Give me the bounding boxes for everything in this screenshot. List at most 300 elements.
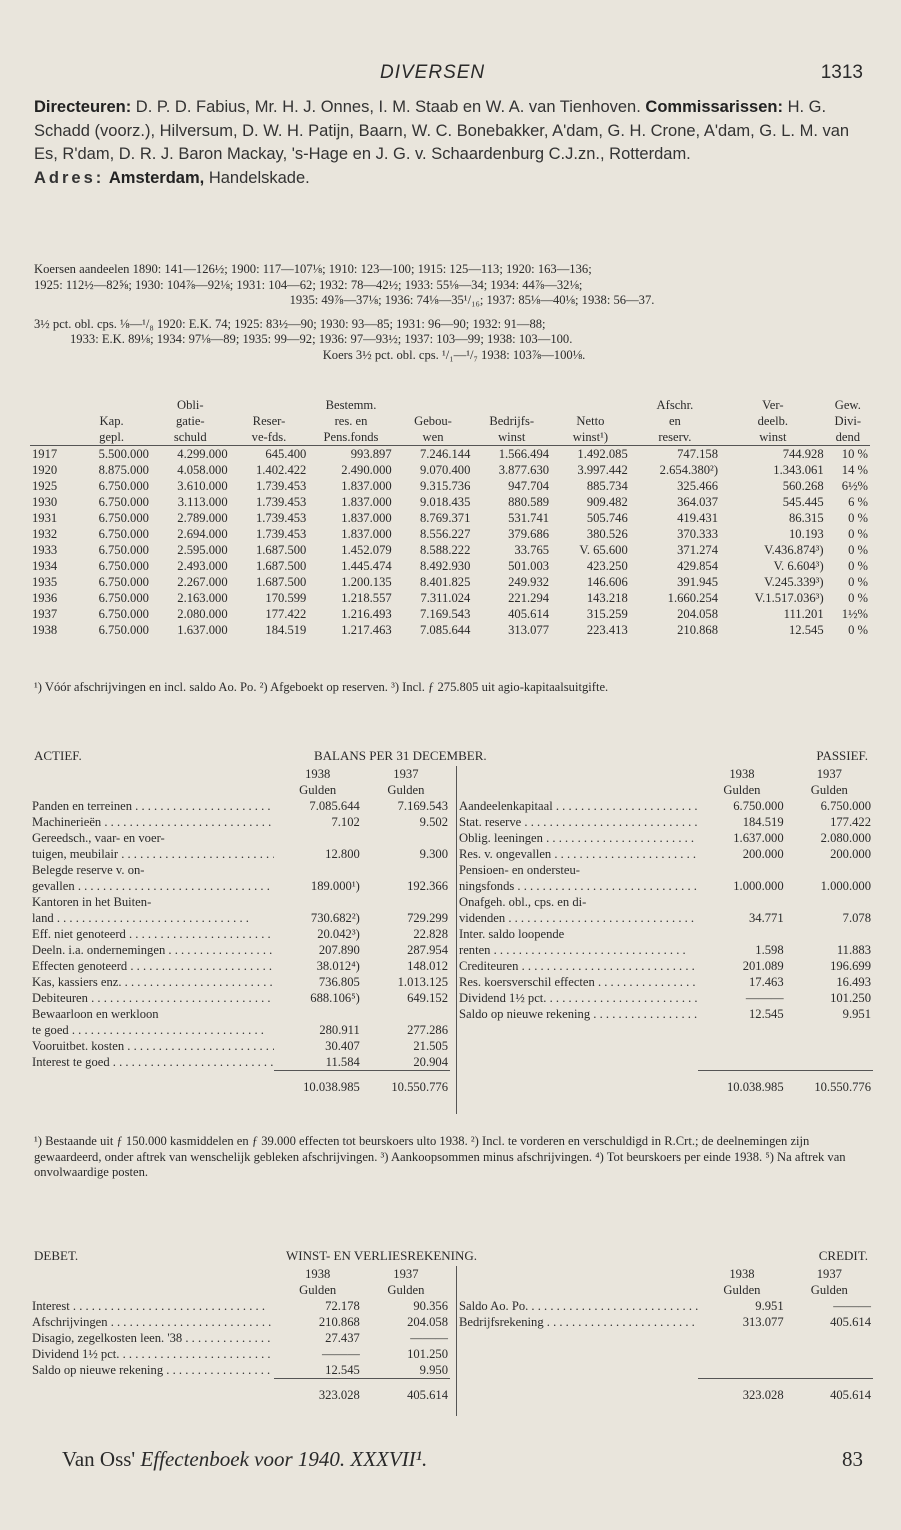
ledger-label: Deeln. i.a. ondernemingen . . . — [30, 942, 274, 958]
year-header: 1938 — [305, 1267, 331, 1281]
total-row — [457, 1378, 873, 1403]
total-1937: 10.550.776 — [786, 1070, 873, 1095]
value-1938: 736.805 — [318, 975, 360, 989]
dividend-table-grid — [30, 397, 870, 638]
table-cell: 1.837.000 — [341, 479, 392, 493]
column-header: Reser- — [252, 414, 286, 428]
value-1938: ——— — [322, 1347, 360, 1361]
column-header: Gew. — [834, 398, 861, 412]
table-cell: 429.854 — [677, 559, 719, 573]
value-1937: 729.299 — [407, 911, 448, 925]
ledger-row — [30, 1314, 450, 1330]
value-1937: 9.950 — [419, 1363, 448, 1377]
table-cell: 993.897 — [350, 447, 392, 461]
table-row — [30, 542, 870, 558]
row-year: 1934 — [32, 559, 58, 573]
bond-line: 1933: E.K. 89⅛; 1934: 97⅛—89; 1935: 99—92; 1936: 97—93½; 1937: 103—99; 1938: 103—100. — [70, 332, 573, 346]
year-header-row — [30, 1266, 450, 1282]
year-header-row — [30, 782, 450, 798]
table-cell: 325.466 — [677, 479, 719, 493]
spacer-cell — [457, 1054, 698, 1070]
table-cell: 645.400 — [265, 447, 307, 461]
total-1937: 405.614 — [786, 1378, 873, 1403]
assets-column — [30, 766, 450, 1095]
ledger-label: Bewaarloon en werkloon — [32, 1007, 159, 1021]
table-cell: 8.556.227 — [419, 527, 471, 541]
table-cell: 143.218 — [586, 591, 628, 605]
year-header-row — [457, 782, 873, 798]
table-cell: 6 % — [848, 495, 868, 509]
spacer-cell — [457, 1038, 698, 1054]
ledger-label: Crediteuren . . . — [457, 958, 698, 974]
ledger-label: Stat. reserve . . . — [457, 814, 698, 830]
table-cell: 1.739.453 — [255, 495, 307, 509]
value-1938: 12.800 — [325, 847, 360, 861]
column-header — [230, 397, 309, 413]
value-1937 — [786, 894, 873, 910]
table-cell: 6.750.000 — [98, 591, 149, 605]
table-cell: 3.877.630 — [498, 463, 550, 477]
value-1937: 405.614 — [830, 1315, 871, 1329]
value-1938 — [274, 830, 362, 846]
ledger-row — [457, 878, 873, 894]
ledger-row — [457, 846, 873, 862]
value-1938: 200.000 — [742, 847, 784, 861]
ledger-row — [30, 958, 450, 974]
year-header-row — [457, 766, 873, 782]
credit-column — [456, 1266, 873, 1416]
column-header: Gebou- — [414, 414, 452, 428]
value-1937 — [362, 1006, 450, 1022]
total-1938: 10.038.985 — [274, 1071, 362, 1096]
ledger-label: Res. koersverschil effecten . . . — [457, 974, 698, 990]
table-cell: 545.445 — [782, 495, 824, 509]
table-row — [30, 526, 870, 542]
year-header: 1937 — [393, 1267, 419, 1281]
ledger-label: Disagio, zegelkosten leen. '38 . . . — [30, 1330, 274, 1346]
value-1938: 34.771 — [748, 911, 784, 925]
table-cell: 880.589 — [508, 495, 550, 509]
year-header-row — [457, 1282, 873, 1298]
column-header: gepl. — [99, 430, 124, 444]
liabilities-title: PASSIEF. — [816, 748, 868, 763]
ledger-row — [30, 926, 450, 942]
table-cell: 7.246.144 — [419, 447, 471, 461]
table-row — [30, 446, 870, 463]
table-cell: 111.201 — [783, 607, 824, 621]
ledger-row — [457, 830, 873, 846]
value-1937: 6.750.000 — [820, 799, 871, 813]
value-1938: 72.178 — [325, 1299, 360, 1313]
ledger-label: Bedrijfsrekening . . . — [457, 1314, 698, 1330]
value-1937 — [786, 926, 873, 942]
koersen-line: Koersen aandeelen 1890: 141—126½; 1900: 117—107⅛; 1910: 123—100; 1915: 125—113; 1920: 163—136; — [34, 262, 592, 276]
value-1937: 192.366 — [407, 879, 448, 893]
table-cell: 0 % — [848, 559, 868, 573]
table-cell: 744.928 — [782, 447, 824, 461]
spacer-cell — [457, 1282, 698, 1298]
column-header: Bedrijfs- — [489, 414, 535, 428]
ledger-label: Pensioen- en ondersteu- — [459, 863, 581, 877]
value-1937: 204.058 — [407, 1315, 448, 1329]
column-header: Bestemm. — [325, 398, 377, 412]
table-cell: 146.606 — [586, 575, 628, 589]
value-1938 — [274, 862, 362, 878]
ledger-label: Vooruitbet. kosten . . . — [30, 1038, 274, 1054]
table-cell: 210.868 — [677, 623, 719, 637]
table-cell: V.245.339³) — [764, 575, 824, 589]
table-cell: 6.750.000 — [98, 623, 149, 637]
table-cell: 1.687.500 — [255, 559, 307, 573]
spacer-cell — [457, 1266, 698, 1282]
table-row — [30, 558, 870, 574]
table-cell: 1.687.500 — [255, 543, 307, 557]
table-cell: 2.694.000 — [177, 527, 228, 541]
ledger-row — [457, 974, 873, 990]
ledger-label: videnden . . . — [457, 910, 698, 926]
value-1938: 11.584 — [325, 1055, 360, 1069]
table-cell: 909.482 — [586, 495, 628, 509]
value-1937: 9.951 — [842, 1007, 871, 1021]
table-cell: 86.315 — [789, 511, 824, 525]
pl-columns — [30, 1266, 872, 1436]
value-1938 — [698, 926, 785, 942]
header-row — [30, 429, 870, 446]
table-cell: 501.003 — [508, 559, 550, 573]
column-header — [551, 397, 630, 413]
value-1938: 1.000.000 — [733, 879, 784, 893]
table-cell: 405.614 — [508, 607, 550, 621]
column-header: schuld — [173, 430, 207, 444]
table-cell: 1.217.463 — [341, 623, 392, 637]
ledger-label: Afschrijvingen . . . — [30, 1314, 274, 1330]
profit-loss-account — [30, 1248, 872, 1436]
ledger-label: Dividend 1½ pct. . . . — [457, 990, 698, 1006]
spacer-cell — [457, 1362, 698, 1378]
ledger-label: Dividend 1½ pct. . . . — [30, 1346, 274, 1362]
table-cell: V. 65.600 — [579, 543, 628, 557]
value-1938 — [274, 894, 362, 910]
value-1938: 30.407 — [325, 1039, 360, 1053]
column-header: reserv. — [658, 430, 692, 444]
table-cell: 1.837.000 — [341, 495, 392, 509]
table-cell: 9.315.736 — [419, 479, 471, 493]
spacer-cell — [457, 1022, 698, 1038]
year-header: Gulden — [387, 1283, 425, 1297]
year-header: 1938 — [729, 1267, 755, 1281]
table-cell: 1.739.453 — [255, 527, 307, 541]
table-cell: 6.750.000 — [98, 479, 149, 493]
table-cell: 747.158 — [677, 447, 719, 461]
ledger-row — [30, 814, 450, 830]
table-cell: 364.037 — [677, 495, 719, 509]
value-1938: 688.106⁵) — [310, 991, 360, 1005]
ledger-label: ningsfonds . . . — [457, 878, 698, 894]
ledger-label: renten . . . — [457, 942, 698, 958]
table-cell: 7.169.543 — [419, 607, 471, 621]
year-header-row — [30, 766, 450, 782]
column-header — [472, 397, 551, 413]
value-1938: 27.437 — [325, 1331, 360, 1345]
ledger-row — [457, 990, 873, 1006]
ledger-row — [30, 1298, 450, 1314]
table-cell: 8.769.371 — [419, 511, 471, 525]
ledger-row — [30, 1038, 450, 1054]
footer-book: Van Oss' — [62, 1447, 136, 1471]
ledger-row — [30, 798, 450, 814]
table-cell: 2.789.000 — [177, 511, 228, 525]
table-cell: 2.490.000 — [341, 463, 392, 477]
table-cell: 6.750.000 — [98, 543, 149, 557]
spacer-cell — [30, 1282, 274, 1298]
value-1937 — [362, 894, 450, 910]
column-header: Ver- — [762, 398, 784, 412]
ledger-label: Machinerieën . . . — [30, 814, 274, 830]
table-row — [30, 622, 870, 638]
running-header — [0, 62, 901, 88]
value-1937: 7.078 — [842, 911, 871, 925]
column-header: Obli- — [176, 398, 204, 412]
share-prices — [34, 262, 874, 363]
ledger-label: Kantoren in het Buiten- — [32, 895, 152, 909]
total-1938: 323.028 — [274, 1379, 362, 1404]
ledger-row — [30, 1022, 450, 1038]
table-row — [30, 510, 870, 526]
table-cell: 1.837.000 — [341, 527, 392, 541]
table-cell: 2.080.000 — [177, 607, 228, 621]
value-1938: 210.868 — [318, 1315, 360, 1329]
spacer-cell — [30, 1379, 274, 1404]
table-cell: 1.566.494 — [498, 447, 550, 461]
value-1937: 7.169.543 — [397, 799, 448, 813]
ledger-label: Oblig. leeningen . . . — [457, 830, 698, 846]
table-cell: 6.750.000 — [98, 495, 149, 509]
value-1937: 90.356 — [413, 1299, 448, 1313]
year-header-row — [30, 1282, 450, 1298]
year-header: Gulden — [387, 783, 425, 797]
table-cell: 184.519 — [265, 623, 307, 637]
header-row — [30, 397, 870, 413]
ledger-row — [30, 862, 450, 878]
table-cell: 531.741 — [508, 511, 550, 525]
value-1938 — [698, 862, 785, 878]
row-year: 1925 — [32, 479, 58, 493]
bond-line: 3½ pct. obl. cps. ⅛—¹/₈ 1920: E.K. 74; 1925: 83½—90; 1930: 93—85; 1931: 96—90; 1932: 91—88; — [34, 316, 546, 331]
table-cell: 249.932 — [508, 575, 550, 589]
value-1938: ——— — [745, 991, 784, 1005]
row-year: 1936 — [32, 591, 58, 605]
total-row — [457, 1070, 873, 1095]
ledger-label: Res. v. ongevallen . . . — [457, 846, 698, 862]
value-1937: 16.493 — [836, 975, 871, 989]
ledger-row — [457, 910, 873, 926]
assets-title: ACTIEF. — [34, 748, 82, 763]
table-cell: V.436.874³) — [764, 543, 824, 557]
table-cell: 9.018.435 — [419, 495, 471, 509]
ledger-label: Belegde reserve v. on- — [32, 863, 145, 877]
table-cell: 6.750.000 — [98, 575, 149, 589]
ledger-label: Interest . . . — [30, 1298, 274, 1314]
ledger-row — [457, 862, 873, 878]
pl-title: WINST- EN VERLIESREKENING. — [286, 1248, 478, 1263]
table-cell: 7.311.024 — [420, 591, 471, 605]
table-cell: 391.945 — [677, 575, 719, 589]
row-year: 1932 — [32, 527, 58, 541]
table-cell: 1.452.079 — [341, 543, 392, 557]
ledger-row — [30, 878, 450, 894]
liabilities-column — [456, 766, 873, 1114]
value-1937 — [362, 862, 450, 878]
debit-title: DEBET. — [34, 1248, 79, 1263]
company-info — [34, 96, 864, 190]
value-1937: 277.286 — [407, 1023, 448, 1037]
year-header: 1937 — [816, 1267, 842, 1281]
value-1937: 200.000 — [830, 847, 871, 861]
table-cell: 1.218.557 — [341, 591, 392, 605]
value-1938: 1.637.000 — [733, 831, 784, 845]
ledger-label: Effecten genoteerd . . . — [30, 958, 274, 974]
value-1938 — [698, 894, 785, 910]
value-1937: 1.000.000 — [820, 879, 871, 893]
table-cell: 8.875.000 — [98, 463, 149, 477]
total-1937: 405.614 — [362, 1379, 450, 1404]
year-header: 1937 — [393, 767, 419, 781]
total-1938: 10.038.985 — [698, 1070, 785, 1095]
value-1937: 196.699 — [830, 959, 871, 973]
table-cell: 8.401.825 — [419, 575, 471, 589]
ledger-row — [457, 958, 873, 974]
ledger-label: Debiteuren . . . — [30, 990, 274, 1006]
ledger-row — [30, 1330, 450, 1346]
ledger-label: Panden en terreinen . . . — [30, 798, 274, 814]
table-cell: V. 6.604³) — [773, 559, 824, 573]
table-cell: 1.637.000 — [177, 623, 228, 637]
table-cell: 6.750.000 — [98, 511, 149, 525]
value-1937: 101.250 — [830, 991, 871, 1005]
row-year: 1917 — [32, 447, 58, 461]
value-1938: 9.951 — [755, 1299, 784, 1313]
ledger-row — [457, 798, 873, 814]
table-cell: 560.268 — [782, 479, 824, 493]
column-header: winst — [498, 430, 526, 444]
table-cell: 14 % — [841, 463, 868, 477]
table-cell: 1.445.474 — [341, 559, 392, 573]
commissioners-text: H. G. Schadd (voorz.), Hilversum, D. W. H. Patijn, Baarn, W. C. Bonebakker, A'dam, G. H. Crone, A'dam, G. L. M. van Es, R'dam, D. R. J. Baron Mackay, 's-Hage en J. G. v. Schaardenburg C.J.zn., Rotterdam. — [34, 98, 850, 163]
value-1938: 313.077 — [742, 1315, 784, 1329]
credit-title: CREDIT. — [818, 1248, 868, 1263]
value-1938: 17.463 — [748, 975, 784, 989]
value-1938: 280.911 — [319, 1023, 360, 1037]
dividend-table — [30, 397, 870, 638]
balance-title: BALANS PER 31 DECEMBER. — [314, 748, 487, 763]
value-1937: 9.300 — [419, 847, 448, 861]
table-row — [30, 494, 870, 510]
header-row — [30, 413, 870, 429]
ledger-label: Eff. niet genoteerd . . . — [30, 926, 274, 942]
value-1938 — [274, 1006, 362, 1022]
year-header: Gulden — [723, 1283, 761, 1297]
ledger-row — [457, 1298, 873, 1314]
total-1938: 323.028 — [698, 1378, 785, 1403]
year-header: 1938 — [729, 767, 755, 781]
ledger-row — [30, 942, 450, 958]
column-header: Netto — [576, 414, 605, 428]
column-header — [394, 397, 473, 413]
table-cell: 0 % — [848, 575, 868, 589]
row-year: 1935 — [32, 575, 58, 589]
table-row — [30, 574, 870, 590]
table-cell: 2.163.000 — [177, 591, 228, 605]
table-cell: 885.734 — [586, 479, 628, 493]
ledger-label: land . . . — [30, 910, 274, 926]
ledger-row — [30, 910, 450, 926]
pl-header — [30, 1248, 872, 1266]
value-1937: 2.080.000 — [820, 831, 871, 845]
column-header: deelb. — [757, 414, 789, 428]
ledger-row — [30, 1054, 450, 1071]
table-cell: 2.654.380²) — [659, 463, 719, 477]
table-cell: 1.200.135 — [341, 575, 392, 589]
table-cell: 6.750.000 — [98, 559, 149, 573]
column-header: gatie- — [175, 414, 205, 428]
table-cell: 0 % — [848, 591, 868, 605]
koersen-line: 1925: 112½—82⅝; 1930: 104⅞—92⅛; 1931: 104—62; 1932: 78—42½; 1933: 55⅛—34; 1934: 44⅞—32⅛; — [34, 277, 583, 292]
ledger-label: Aandeelenkapitaal . . . — [457, 798, 698, 814]
table-cell: 0 % — [848, 511, 868, 525]
value-1937: 11.883 — [836, 943, 871, 957]
row-year: 1930 — [32, 495, 58, 509]
table-cell: 5.500.000 — [98, 447, 149, 461]
ledger-label: tuigen, meubilair . . . — [30, 846, 274, 862]
column-header — [30, 397, 72, 413]
table-cell: 0 % — [848, 623, 868, 637]
table-cell: 0 % — [848, 527, 868, 541]
table-cell: 2.493.000 — [177, 559, 228, 573]
value-1938: 730.682²) — [310, 911, 360, 925]
value-1937: 101.250 — [407, 1347, 448, 1361]
table-cell: 1.687.500 — [255, 575, 307, 589]
table-cell: 313.077 — [508, 623, 550, 637]
table-cell: 223.413 — [586, 623, 628, 637]
table-cell: 1.492.085 — [577, 447, 628, 461]
table-cell: 419.431 — [677, 511, 719, 525]
directors-text: D. P. D. Fabius, Mr. H. J. Onnes, I. M. Staab en W. A. van Tienhoven. — [135, 98, 641, 116]
page-number: 1313 — [820, 62, 863, 83]
row-year: 1937 — [32, 607, 58, 621]
ledger-row — [30, 830, 450, 846]
table-cell: 33.765 — [514, 543, 550, 557]
table-cell: 1.660.254 — [667, 591, 719, 605]
total-row — [30, 1379, 450, 1404]
table-cell: 8.492.930 — [419, 559, 471, 573]
table-cell: 6½% — [841, 479, 868, 493]
spacer-cell — [457, 782, 698, 798]
value-1938: 201.089 — [742, 959, 784, 973]
value-1937: 649.152 — [407, 991, 448, 1005]
table-cell: 315.259 — [586, 607, 628, 621]
table-cell: 505.746 — [586, 511, 628, 525]
ledger-row — [30, 974, 450, 990]
ledger-label: te goed . . . — [30, 1022, 274, 1038]
column-header: en — [668, 414, 681, 428]
ledger-row — [457, 942, 873, 958]
table-cell: 6.750.000 — [98, 527, 149, 541]
table-cell: 170.599 — [265, 591, 307, 605]
section-title: DIVERSEN — [380, 62, 486, 83]
table-cell: 177.422 — [265, 607, 307, 621]
table-cell: 221.294 — [508, 591, 550, 605]
table-cell: 8.588.222 — [419, 543, 471, 557]
